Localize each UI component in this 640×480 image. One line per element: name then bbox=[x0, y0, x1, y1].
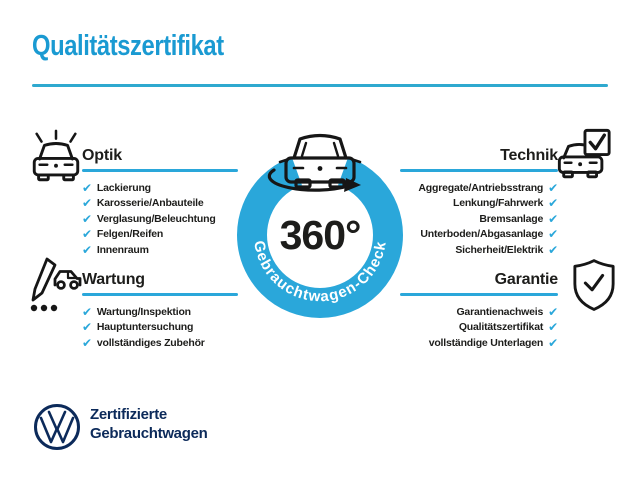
check-icon: ✔ bbox=[548, 242, 558, 257]
list-item-label: Garantienachweis bbox=[456, 305, 544, 318]
section-garantie-title: Garantie bbox=[494, 271, 558, 288]
section-technik-list bbox=[400, 180, 558, 258]
section-garantie-underline bbox=[400, 293, 558, 296]
badge-ring-label: Gebrauchtwagen-Check bbox=[250, 239, 390, 306]
check-icon: ✔ bbox=[82, 304, 92, 319]
list-item-label: vollständiges Zubehör bbox=[96, 336, 205, 349]
list-item-label: Qualitätszertifikat bbox=[458, 321, 544, 334]
check-icon: ✔ bbox=[82, 320, 92, 335]
section-wartung bbox=[82, 270, 238, 351]
section-optik-title: Optik bbox=[82, 147, 122, 164]
list-item-label: Hauptuntersuchung bbox=[96, 321, 194, 334]
car-checkbox-icon bbox=[555, 127, 613, 185]
check-icon: ✔ bbox=[82, 180, 92, 195]
list-item-label: Unterboden/Abgasanlage bbox=[420, 228, 544, 241]
check-icon: ✔ bbox=[82, 242, 92, 257]
badge-degree-label: 360° bbox=[279, 212, 361, 258]
check-icon: ✔ bbox=[82, 227, 92, 242]
check-icon: ✔ bbox=[548, 335, 558, 350]
brand-line-1: Zertifizierte bbox=[90, 406, 167, 423]
list-item-label: Lenkung/Fahrwerk bbox=[452, 197, 544, 210]
list-item bbox=[400, 304, 558, 320]
list-item bbox=[82, 196, 238, 212]
maintenance-checklist-icon bbox=[25, 255, 85, 315]
list-item-label: vollständige Unterlagen bbox=[428, 336, 544, 349]
section-wartung-underline bbox=[82, 293, 238, 296]
list-item bbox=[400, 196, 558, 212]
list-item bbox=[82, 180, 238, 196]
check-icon: ✔ bbox=[82, 211, 92, 226]
list-item bbox=[82, 304, 238, 320]
section-technik-title: Technik bbox=[500, 147, 558, 164]
list-item-label: Innenraum bbox=[96, 243, 149, 256]
list-item bbox=[400, 227, 558, 243]
shield-check-icon bbox=[572, 257, 616, 313]
vw-logo bbox=[32, 402, 82, 452]
check-icon: ✔ bbox=[548, 180, 558, 195]
360-check-badge bbox=[220, 126, 420, 338]
check-icon: ✔ bbox=[548, 227, 558, 242]
check-icon: ✔ bbox=[548, 211, 558, 226]
check-icon: ✔ bbox=[82, 335, 92, 350]
list-item bbox=[82, 335, 238, 351]
list-item bbox=[82, 320, 238, 336]
list-item bbox=[82, 242, 238, 258]
list-item bbox=[400, 211, 558, 227]
list-item-label: Verglasung/Beleuchtung bbox=[96, 212, 216, 225]
list-item-label: Felgen/Reifen bbox=[96, 228, 164, 241]
list-item-label: Karosserie/Anbauteile bbox=[96, 197, 204, 210]
shiny-car-icon bbox=[27, 129, 85, 187]
section-garantie-list bbox=[400, 304, 558, 351]
brand-line-2: Gebrauchtwagen bbox=[90, 425, 208, 442]
list-item-label: Lackierung bbox=[96, 181, 151, 194]
list-item-label: Sicherheit/Elektrik bbox=[455, 243, 544, 256]
list-item bbox=[400, 320, 558, 336]
section-wartung-list bbox=[82, 304, 238, 351]
list-item-label: Wartung/Inspektion bbox=[96, 305, 191, 318]
section-optik-underline bbox=[82, 169, 238, 172]
section-technik bbox=[400, 146, 558, 258]
360-badge-graphic bbox=[220, 126, 420, 338]
section-optik bbox=[82, 146, 238, 258]
list-item bbox=[400, 335, 558, 351]
section-wartung-title: Wartung bbox=[82, 271, 145, 288]
section-optik-list bbox=[82, 180, 238, 258]
brand-text bbox=[90, 405, 208, 443]
list-item bbox=[82, 227, 238, 243]
check-icon: ✔ bbox=[82, 196, 92, 211]
check-icon: ✔ bbox=[548, 196, 558, 211]
list-item bbox=[82, 211, 238, 227]
title-divider bbox=[32, 84, 608, 87]
list-item bbox=[400, 242, 558, 258]
page-title: Qualitätszertifikat bbox=[32, 30, 224, 62]
check-icon: ✔ bbox=[548, 320, 558, 335]
list-item-label: Bremsanlage bbox=[479, 212, 544, 225]
section-garantie bbox=[400, 270, 558, 351]
list-item-label: Aggregate/Antriebsstrang bbox=[418, 181, 544, 194]
section-technik-underline bbox=[400, 169, 558, 172]
list-item bbox=[400, 180, 558, 196]
check-icon: ✔ bbox=[548, 304, 558, 319]
